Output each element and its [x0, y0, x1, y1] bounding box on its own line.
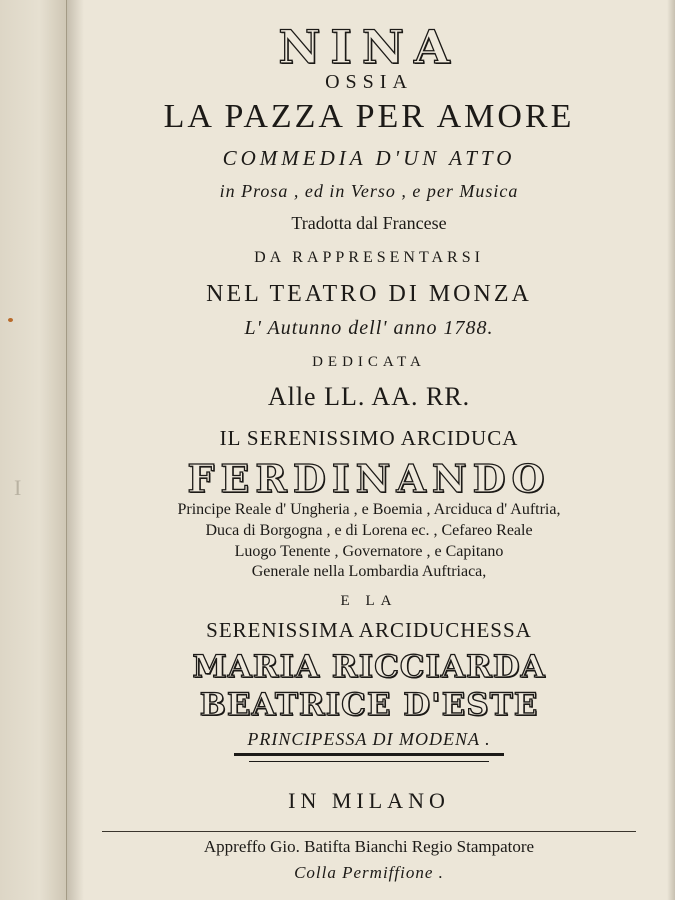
book-gutter — [66, 0, 84, 900]
archduchess-name-line-2: BEATRICE D'ESTE — [199, 687, 539, 723]
facing-page-show-through: I — [14, 475, 22, 500]
translation-note: Tradotta dal Francese — [291, 213, 447, 233]
season-line: L' Autunno dell' anno 1788. — [244, 317, 494, 339]
decorative-rule-thin — [249, 761, 489, 762]
work-subtitle: LA PAZZA PER AMORE — [163, 98, 575, 135]
archduchess-name-line-1: MARIA RICCIARDA — [192, 649, 546, 685]
title-page — [84, 14, 654, 900]
venue-line: NEL TEATRO DI MONZA — [206, 281, 532, 307]
highnesses-line: Alle LL. AA. RR. — [267, 382, 471, 411]
genre-line: COMMEDIA D'UN ATTO — [222, 146, 516, 170]
conjunction-ossia: OSSIA — [325, 71, 413, 93]
work-title: NINA — [278, 20, 460, 74]
archduke-titles-line-1: Principe Reale d' Ungheria , e Boemia , Arciduca d' Auftria, — [177, 501, 561, 518]
and-line: E LA — [340, 593, 398, 609]
imprint-rule — [102, 831, 636, 832]
archduke-titles-line-2: Duca di Borgogna , e di Lorena ec. , Cefareo Reale — [205, 522, 533, 539]
page-edge-shadow — [667, 0, 675, 900]
archduke-name: FERDINANDO — [187, 456, 551, 501]
archduke-titles-line-3: Luogo Tenente , Governatore , e Capitano — [234, 543, 504, 560]
decorative-rule-thick — [234, 753, 504, 756]
facing-page — [0, 0, 67, 900]
printer-line: Appreffo Gio. Batifta Bianchi Regio Stampatore — [203, 837, 535, 856]
permission-line: Colla Permiffione . — [294, 863, 444, 882]
ink-stain — [8, 318, 13, 322]
archduke-titles-line-4: Generale nella Lombardia Auftriaca, — [251, 563, 487, 580]
archduchess-title: SERENISSIMA ARCIDUCHESSA — [206, 618, 532, 642]
performance-note: DA RAPPRESENTARSI — [254, 249, 484, 266]
city-line: IN MILANO — [288, 788, 450, 813]
princess-line: PRINCIPESSA DI MODENA . — [247, 729, 491, 749]
archduke-title: IL SERENISSIMO ARCIDUCA — [219, 426, 519, 450]
dedication-label: DEDICATA — [312, 354, 426, 370]
form-line: in Prosa , ed in Verso , e per Musica — [219, 181, 519, 201]
